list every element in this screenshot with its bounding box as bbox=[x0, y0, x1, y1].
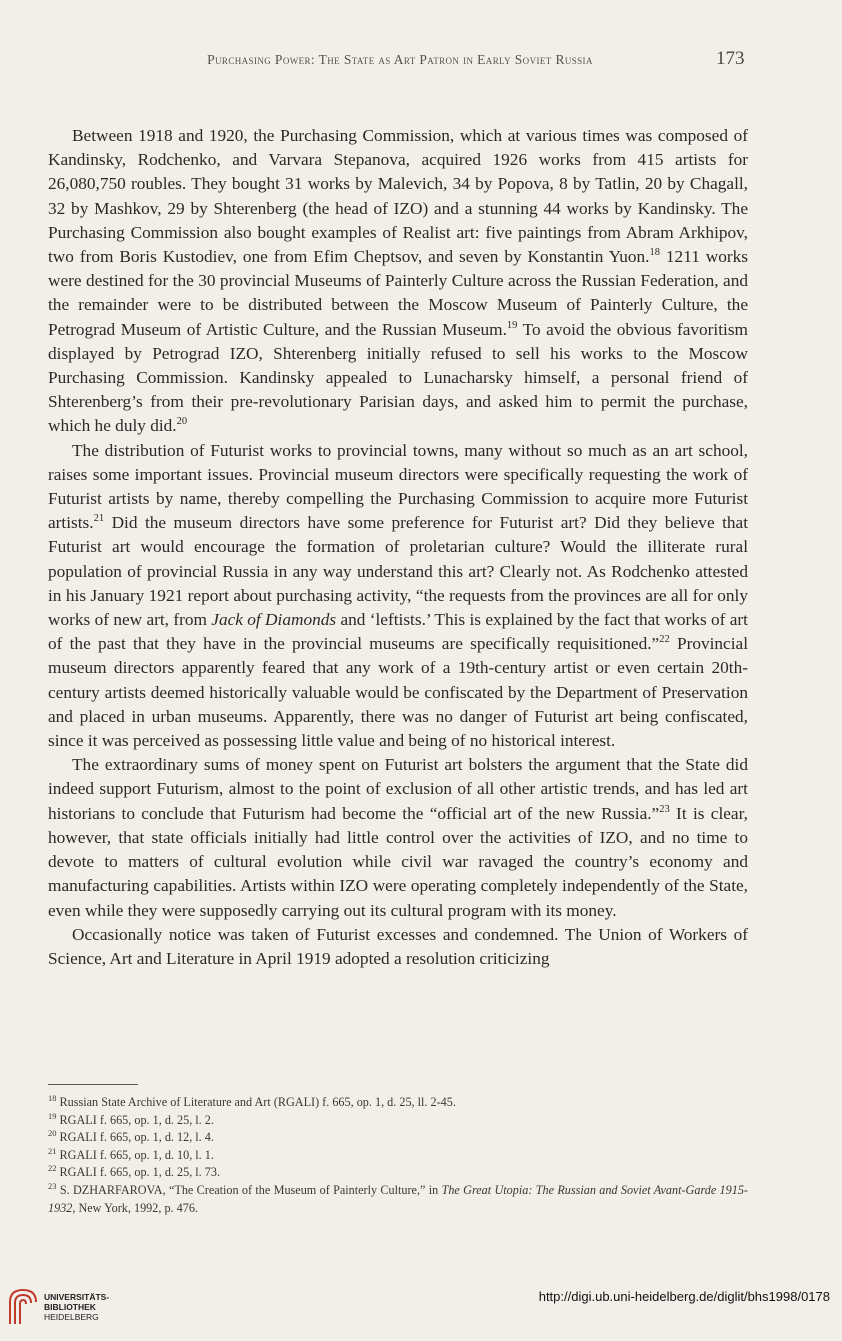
footnote-ref-22[interactable]: 22 bbox=[659, 634, 670, 646]
paragraph-3 bbox=[48, 753, 748, 922]
footnote-ref-20[interactable]: 20 bbox=[176, 416, 188, 428]
footnote-ref-23[interactable]: 23 bbox=[659, 803, 670, 815]
footnote-23 bbox=[48, 1182, 748, 1217]
running-title: Purchasing Power: The State as Art Patron in Early Soviet Russia bbox=[207, 52, 593, 67]
footnote-number: 19 bbox=[48, 1110, 57, 1121]
footnote-number: 23 bbox=[48, 1180, 57, 1191]
text-run: and ‘leftists.’ This is explained by the fact that works of art of the past that they have in the provincial museums are specifically requisitioned.” bbox=[48, 610, 748, 654]
text-run: 1211 works were destined for the 30 provincial Museums of Painterly Culture across the Russian Federation, and the remainder were to be distributed between the Moscow Museum of Painterly Culture, the Petrograd Museum of Artistic Culture, and the Russian Museum. bbox=[48, 247, 748, 339]
footnote-text: RGALI f. 665, op. 1, d. 25, l. 73. bbox=[56, 1165, 221, 1180]
logo-line: BIBLIOTHEK bbox=[44, 1302, 96, 1312]
text-run: It is clear, however, that state officials initially had little control over the activities of IZO, and no time to devote to matters of cultural evolution while civil war ravaged the country’s economy and manufacturing capabilities. Artists within IZO were operating completely independently of the State, even while they were supposedly carrying out its cultural program with its money. bbox=[48, 803, 748, 920]
footnote-italic-title: The Great Utopia: The Russian and Soviet Avant-Garde 1915-1932 bbox=[48, 1182, 748, 1215]
footnote-21 bbox=[48, 1147, 748, 1165]
logo-arch-inner bbox=[20, 1300, 26, 1324]
paragraph-2 bbox=[48, 439, 748, 754]
footnote-ref-19[interactable]: 19 bbox=[506, 319, 518, 331]
body-text bbox=[48, 124, 748, 971]
footnote-text: Russian State Archive of Literature and Art (RGALI) f. 665, op. 1, d. 25, ll. 2-45. bbox=[56, 1095, 456, 1109]
footnote-ref-21[interactable]: 21 bbox=[93, 513, 105, 525]
footnote-text: , New York, 1992, p. 476. bbox=[72, 1200, 198, 1215]
footnote-text: RGALI f. 665, op. 1, d. 12, l. 4. bbox=[56, 1130, 214, 1145]
footnote-text: RGALI f. 665, op. 1, d. 25, l. 2. bbox=[56, 1112, 214, 1127]
logo-line: UNIVERSITÄTS- bbox=[44, 1292, 110, 1302]
library-logo[interactable] bbox=[8, 1288, 158, 1328]
library-logo-text bbox=[44, 1292, 109, 1322]
text-run: The distribution of Futurist works to provincial towns, many without so much as an art school, raises some important issues. Provincial museum directors were specifically requesting the work of Futurist artists by name, thereby compelling the Purchasing Commission to acquire more Futurist artists. bbox=[48, 440, 748, 533]
footnote-number: 18 bbox=[48, 1092, 57, 1103]
footnote-22 bbox=[48, 1164, 748, 1182]
footnote-number: 20 bbox=[48, 1128, 57, 1139]
footnote-divider bbox=[48, 1084, 138, 1085]
footnote-19 bbox=[48, 1112, 748, 1130]
page-number: 173 bbox=[716, 48, 745, 69]
footnote-number: 21 bbox=[48, 1145, 57, 1156]
paragraph-1 bbox=[48, 124, 748, 439]
paragraph-4 bbox=[48, 923, 748, 971]
footnote-number: 22 bbox=[48, 1163, 57, 1174]
text-run: Between 1918 and 1920, the Purchasing Commission, which at various times was composed of Kandinsky, Rodchenko, and Varvara Stepanova, acquired 1926 works from 415 artists for 26,080,750 roubles. They bought 31 works by Malevich, 34 by Popova, 8 by Tatlin, 20 by Chagall, 32 by Mashkov, 29 by Shterenberg (the head of IZO) and a stunning 44 works by Kandinsky. The Purchasing Commission also bought examples of Realist art: five paintings from Abram Arkhipov, two from Boris Kustodiev, one from Efim Cheptsov, and seven by Konstantin Yuon. bbox=[48, 126, 748, 267]
footnote-18 bbox=[48, 1094, 748, 1112]
text-run: Did the museum directors have some preference for Futurist art? Did they believe that Futurist art would encourage the formation of proletarian culture? Would the illiterate rural population of provincial Russia in any way understand this art? Clearly not. As Rodchenko attested in his January 1921 report about purchasing activity, “the requests from the provinces are all for only works of new art, from bbox=[48, 513, 748, 630]
text-run: The extraordinary sums of money spent on Futurist art bolsters the argument that the State did indeed support Futurism, almost to the point of exclusion of all other artistic trends, and has led art historians to conclude that Futurism had become the “official art of the new Russia.” bbox=[48, 755, 748, 823]
source-url-link[interactable]: http://digi.ub.uni-heidelberg.de/diglit/bhs1998/0178 bbox=[538, 1289, 830, 1304]
footnote-text: S. DZHARFAROVA, “The Creation of the Museum of Painterly Culture,” in bbox=[56, 1182, 442, 1197]
text-run: To avoid the obvious favoritism displayed by Petrograd IZO, Shterenberg initially refused to sell his works to the Moscow Purchasing Commission. Kandinsky appealed to Lunacharsky himself, a personal friend of Shterenberg’s from their pre-revolutionary Parisian days, and asked him to permit the purchase, which he duly did. bbox=[48, 319, 749, 436]
footnote-ref-18[interactable]: 18 bbox=[649, 247, 660, 259]
italic-title: Jack of Diamonds bbox=[211, 610, 337, 630]
library-logo-icon bbox=[8, 1288, 38, 1326]
text-run: Occasionally notice was taken of Futurist excesses and condemned. The Union of Workers of Science, Art and Literature in April 1919 adopted a resolution criticizing bbox=[48, 924, 748, 968]
footnotes bbox=[48, 1094, 748, 1217]
logo-line: HEIDELBERG bbox=[44, 1312, 99, 1322]
footnote-20 bbox=[48, 1129, 748, 1147]
footnote-text: RGALI f. 665, op. 1, d. 10, l. 1. bbox=[56, 1147, 214, 1162]
text-run: Provincial museum directors apparently feared that any work of a 19th-century artist or even certain 20th-century artists deemed historically valuable would be confiscated by the Department of Preservation and placed in urban museums. Apparently, there was no danger of Futurist art being confiscated, since it was perceived as possessing little value and being of no historical interest. bbox=[48, 634, 748, 751]
